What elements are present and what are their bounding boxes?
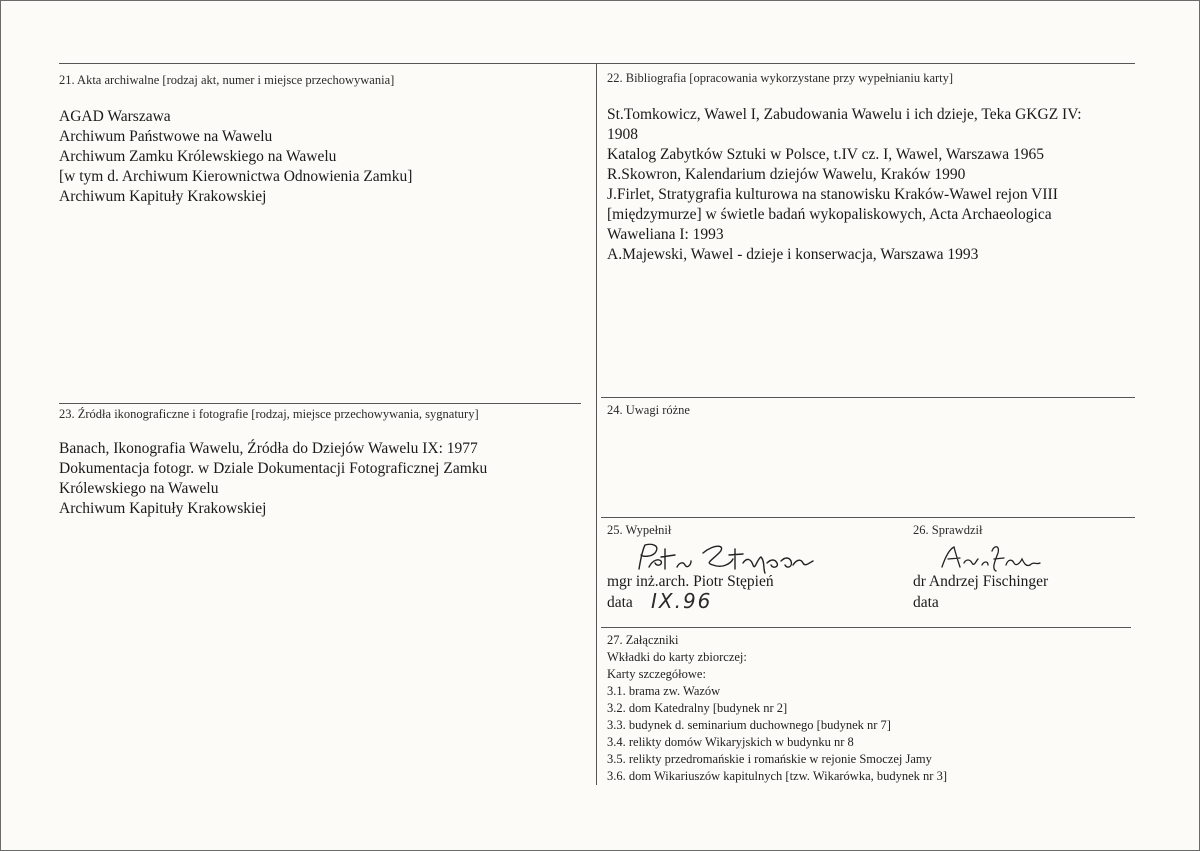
filled-by-date-label: data	[607, 594, 633, 611]
source-line: Królewskiego na Wawelu	[59, 480, 219, 497]
bibliography-line: Waweliana I: 1993	[607, 226, 724, 243]
section-27-content	[607, 632, 947, 785]
archive-line: Archiwum Kapituły Krakowskiej	[59, 188, 267, 205]
attachment-line: 3.2. dom Katedralny [budynek nr 2]	[607, 701, 788, 715]
rule-right-27	[601, 627, 1131, 628]
attachment-line: 3.6. dom Wikariuszów kapitulnych [tzw. Wikarówka, budynek nr 3]	[607, 769, 948, 783]
source-line: Archiwum Kapituły Krakowskiej	[59, 500, 267, 517]
bibliography-line: Katalog Zabytków Sztuki w Polsce, t.IV cz. I, Wawel, Warszawa 1965	[607, 146, 1044, 163]
filled-by-date-value: IX.96	[651, 589, 713, 613]
section-23-content	[59, 439, 487, 519]
bibliography-line: St.Tomkowicz, Wawel I, Zabudowania Wawelu i ich dzieje, Teka GKGZ IV:	[607, 106, 1082, 123]
bibliography-line: R.Skowron, Kalendarium dziejów Wawelu, Kraków 1990	[607, 166, 966, 183]
section-22-caption: 22. Bibliografia [opracowania wykorzystane przy wypełnianiu karty]	[607, 71, 954, 85]
checked-by-date-label: data	[913, 594, 939, 611]
archive-line: [w tym d. Archiwum Kierownictwa Odnowienia Zamku]	[59, 168, 413, 185]
rule-right-24	[601, 397, 1135, 398]
section-25-caption: 25. Wypełnił	[607, 523, 672, 537]
source-line: Banach, Ikonografia Wawelu, Źródła do Dziejów Wawelu IX: 1977	[59, 440, 478, 457]
center-divider	[596, 63, 597, 785]
attachment-line: Karty szczegółowe:	[607, 667, 706, 681]
attachment-line: 3.4. relikty domów Wikaryjskich w budynku nr 8	[607, 735, 854, 749]
rule-right-25	[601, 517, 1135, 518]
archive-line: AGAD Warszawa	[59, 108, 171, 125]
attachment-line: 3.1. brama zw. Wazów	[607, 684, 721, 698]
checked-by-name: dr Andrzej Fischinger	[913, 573, 1049, 590]
attachment-line: Wkładki do karty zbiorczej:	[607, 650, 747, 664]
section-23-caption: 23. Źródła ikonograficzne i fotografie [rodzaj, miejsce przechowywania, sygnatury]	[59, 407, 479, 421]
source-line: Dokumentacja fotogr. w Dziale Dokumentacji Fotograficznej Zamku	[59, 460, 488, 477]
signature-fischinger	[936, 541, 1056, 575]
section-21-caption: 21. Akta archiwalne [rodzaj akt, numer i miejsce przechowywania]	[59, 73, 395, 87]
bibliography-line: 1908	[607, 126, 638, 143]
attachment-line: 3.5. relikty przedromańskie i romańskie w rejonie Smoczej Jamy	[607, 752, 932, 766]
attachment-line: 3.3. budynek d. seminarium duchownego [budynek nr 7]	[607, 718, 891, 732]
filled-by-name: mgr inż.arch. Piotr Stępień	[607, 573, 774, 590]
rule-left-23	[59, 403, 581, 404]
bibliography-line: [międzymurze] w świetle badań wykopaliskowych, Acta Archaeologica	[607, 206, 1052, 223]
archive-line: Archiwum Państwowe na Wawelu	[59, 128, 273, 145]
section-26-caption: 26. Sprawdził	[913, 523, 983, 537]
section-27-caption: 27. Załączniki	[607, 633, 679, 647]
section-22-content	[607, 105, 1082, 265]
section-21-content	[59, 107, 412, 207]
bibliography-line: A.Majewski, Wawel - dzieje i konserwacja, Warszawa 1993	[607, 246, 979, 263]
top-rule	[59, 63, 1135, 64]
archive-line: Archiwum Zamku Królewskiego na Wawelu	[59, 148, 337, 165]
section-24-caption: 24. Uwagi różne	[607, 403, 690, 417]
bibliography-line: J.Firlet, Stratygrafia kulturowa na stanowisku Kraków-Wawel rejon VIII	[607, 186, 1058, 203]
